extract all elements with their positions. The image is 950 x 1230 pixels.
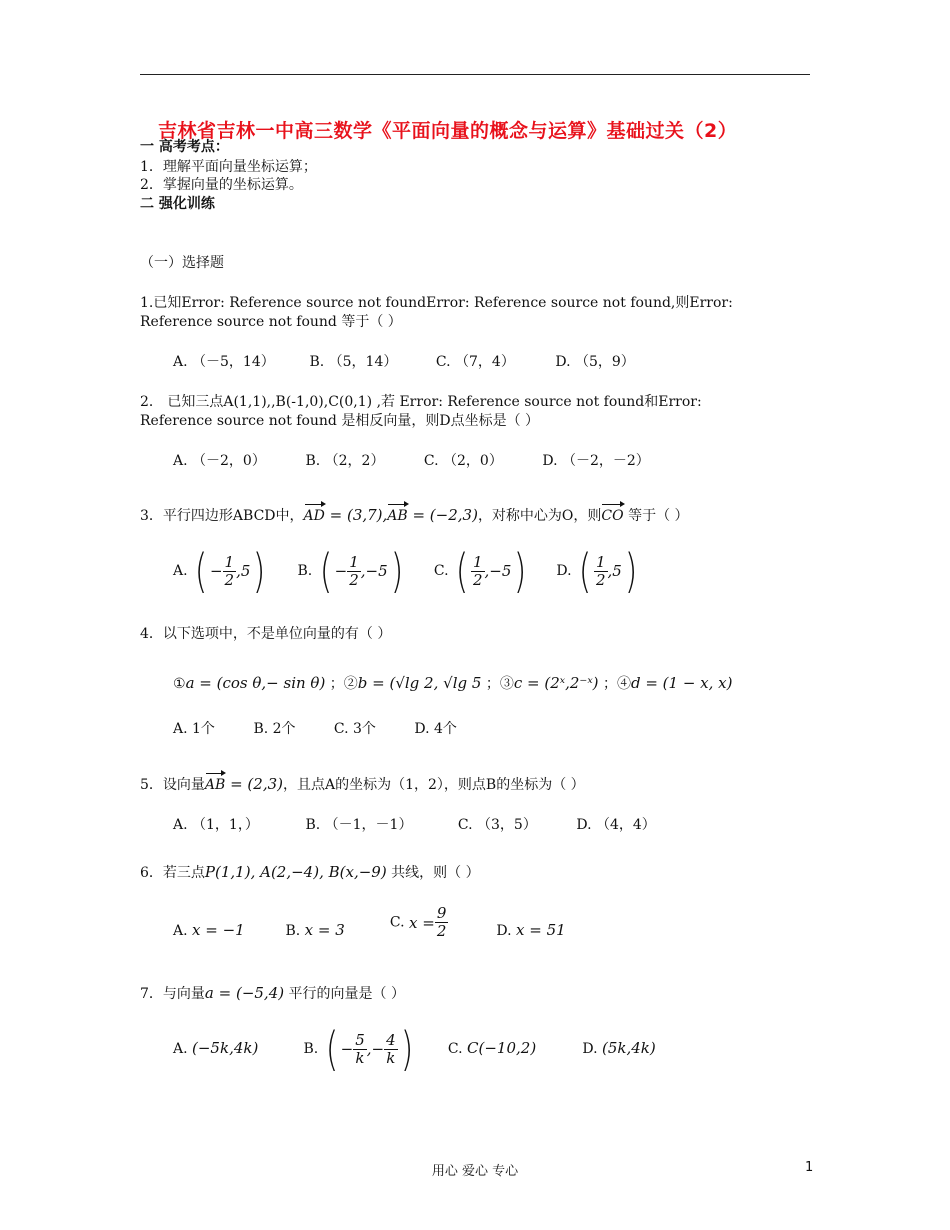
numerator: 1 bbox=[349, 552, 359, 571]
q6-option-c-fraction bbox=[435, 905, 449, 940]
q6-option-c-lhs: x = bbox=[409, 913, 435, 932]
page-footer: 用心 爱心 专心 bbox=[431, 1164, 519, 1179]
q1-option-d: D. （5，9） bbox=[555, 354, 635, 370]
q3-suffix: 等于（ ） bbox=[623, 508, 689, 524]
q3-eq1: = (3,7), bbox=[324, 506, 388, 524]
q4-items bbox=[173, 674, 732, 693]
q7-option-b-sign: − bbox=[340, 1040, 354, 1058]
q5-option-a: A. （1，1，） bbox=[173, 817, 259, 833]
q3-option-a: A. ( − $\frac{1}{2}$ ,5) bbox=[173, 544, 266, 598]
numerator: 9 bbox=[436, 904, 447, 922]
q3-option-a-rest: ,5 bbox=[236, 562, 251, 580]
q7-option-a bbox=[173, 1039, 299, 1058]
q5-suffix: ，且点A的坐标为（1，2），则点B的坐标为（ ） bbox=[283, 777, 585, 793]
q6-prefix: 6．若三点 bbox=[140, 865, 205, 881]
q5-stem bbox=[140, 775, 585, 794]
q2-option-c: C. （2，0） bbox=[423, 453, 503, 469]
q6-option-a bbox=[173, 921, 281, 940]
q6-option-a-value: x = −1 bbox=[192, 921, 245, 939]
q6-stem bbox=[140, 863, 480, 882]
q4-option-a: A. 1个 bbox=[173, 721, 215, 737]
section-1-heading: 一 高考考点： bbox=[140, 139, 229, 155]
q3-option-b-rest: ,−5 bbox=[360, 562, 388, 580]
q4-vector-b: b = (√lg 2, √lg 5 bbox=[357, 674, 482, 692]
denominator: 2 bbox=[349, 570, 359, 589]
numerator: 1 bbox=[224, 552, 235, 571]
q1-option-a: A. （－5，14） bbox=[173, 354, 275, 370]
q3-option-d: D. ( $\frac{1}{2}$ ,5) bbox=[556, 544, 638, 598]
q4-vector-d: d = (1 − x, x) bbox=[630, 674, 733, 692]
q2-option-d: D. （－2，－2） bbox=[542, 453, 650, 469]
q7-option-b-fraction-1 bbox=[353, 1032, 367, 1067]
q3-option-b-label: B. bbox=[297, 563, 313, 579]
q3-option-d-label: D. bbox=[556, 563, 572, 579]
q7-option-c-value: C(−10,2) bbox=[467, 1039, 537, 1057]
q7-option-d bbox=[582, 1039, 655, 1058]
q7-suffix: 平行的向量是（ ） bbox=[284, 986, 406, 1002]
denominator: 2 bbox=[224, 570, 235, 589]
circled-2: ；② bbox=[329, 676, 358, 692]
numerator: 4 bbox=[386, 1030, 396, 1049]
q6-option-d-label: D. bbox=[496, 923, 512, 939]
part-1-heading: （一）选择题 bbox=[140, 255, 224, 271]
section-2-heading: 二 强化训练 bbox=[140, 196, 215, 212]
q3-option-c: C. ( $\frac{1}{2}$ ,−5) bbox=[433, 544, 527, 598]
q7-option-d-label: D. bbox=[582, 1041, 598, 1057]
q3-option-b-fraction bbox=[347, 554, 361, 589]
objective-1: 1．理解平面向量坐标运算； bbox=[140, 159, 317, 175]
q4-option-c: C. 3个 bbox=[333, 721, 376, 737]
q6-option-c-label: C. bbox=[389, 914, 405, 931]
q4-option-b: B. 2个 bbox=[253, 721, 296, 737]
q2-line1: 2． 已知三点A(1,1),,B(-1,0),C(0,1) ,若 Error: Reference source not found和Error: bbox=[140, 394, 702, 410]
q3-eq2: = (−2,3) bbox=[407, 506, 478, 524]
document-title: 吉林省吉林一中高三数学《平面向量的概念与运算》基础过关（2） bbox=[158, 120, 738, 142]
q3-prefix: 3．平行四边形ABCD中， bbox=[140, 508, 304, 524]
header-rule bbox=[140, 74, 810, 75]
denominator: 2 bbox=[436, 922, 447, 940]
q4-vector-a: a = (cos θ,− sin θ) bbox=[185, 674, 326, 692]
numerator: 1 bbox=[595, 552, 606, 571]
q4-option-d: D. 4个 bbox=[414, 721, 457, 737]
q1-line1: 1.已知Error: Reference source not foundError: Reference source not found,则Error: bbox=[140, 295, 733, 311]
q7-vector: a = (−5,4) bbox=[204, 984, 285, 1002]
q3-option-b: B. ( − $\frac{1}{2}$ ,−5) bbox=[297, 544, 403, 598]
q3-options bbox=[173, 544, 640, 602]
q7-option-b-separator: ,− bbox=[366, 1040, 385, 1058]
q5-eq: = (2,3) bbox=[225, 775, 283, 793]
q4-vector-c: c = (2ˣ,2⁻ˣ) bbox=[513, 674, 599, 692]
q6-option-d-value: x = 51 bbox=[516, 921, 566, 939]
q6-option-c bbox=[390, 905, 492, 940]
q5-prefix: 5．设向量 bbox=[140, 777, 205, 793]
q7-option-c bbox=[448, 1039, 578, 1058]
q3-option-c-label: C. bbox=[433, 563, 449, 579]
q3-stem bbox=[140, 506, 689, 525]
q7-stem bbox=[140, 984, 405, 1003]
q6-option-b bbox=[285, 921, 385, 940]
q7-prefix: 7．与向量 bbox=[140, 986, 205, 1002]
denominator: 2 bbox=[472, 570, 483, 589]
circled-3: ；③ bbox=[485, 676, 514, 692]
q1-option-c: C. （7，4） bbox=[435, 354, 515, 370]
q3-option-b-sign: − bbox=[334, 562, 348, 580]
q5-option-b: B. （－1，－1） bbox=[305, 817, 413, 833]
q3-option-c-rest: ,−5 bbox=[484, 562, 512, 580]
page-number: 1 bbox=[805, 1160, 814, 1175]
vector-ad: AD bbox=[303, 508, 325, 524]
q7-option-c-label: C. bbox=[447, 1041, 463, 1057]
q6-suffix: 共线，则（ ） bbox=[386, 865, 480, 881]
q7-option-d-value: (5k,4k) bbox=[602, 1039, 656, 1057]
q1-options bbox=[173, 353, 635, 371]
q1-line2: Reference source not found 等于（ ） bbox=[140, 314, 402, 330]
q3-option-a-sign: − bbox=[209, 562, 223, 580]
denominator: k bbox=[386, 1048, 396, 1067]
q3-option-c-fraction bbox=[471, 554, 485, 589]
denominator: k bbox=[355, 1048, 365, 1067]
q2-options bbox=[173, 452, 650, 470]
circled-4: ；④ bbox=[602, 676, 631, 692]
q6-points: P(1,1), A(2,−4), B(x,−9) bbox=[204, 863, 387, 881]
q5-options bbox=[173, 816, 656, 834]
q7-option-a-value: (−5k,4k) bbox=[192, 1039, 259, 1057]
q7-option-a-label: A. bbox=[173, 1041, 188, 1057]
q6-options bbox=[173, 905, 566, 955]
circled-1: ① bbox=[173, 676, 186, 692]
q7-option-b-label: B. bbox=[303, 1041, 319, 1057]
q5-option-d: D. （4，4） bbox=[576, 817, 656, 833]
q5-option-c: C. （3，5） bbox=[457, 817, 537, 833]
q2-line2: Reference source not found 是相反向量，则D点坐标是（ ） bbox=[140, 413, 540, 429]
numerator: 1 bbox=[472, 552, 483, 571]
denominator: 2 bbox=[595, 570, 606, 589]
q7-options bbox=[173, 1022, 656, 1080]
q6-option-a-label: A. bbox=[173, 923, 188, 939]
q7-option-b: B. ( − $\frac{5}{k}$ ,− $\frac{4}{k}$ ) bbox=[303, 1022, 413, 1076]
q1-option-b: B. （5，14） bbox=[309, 354, 398, 370]
q7-option-b-fraction-2 bbox=[384, 1032, 398, 1067]
q6-option-b-value: x = 3 bbox=[304, 921, 345, 939]
q2-option-b: B. （2，2） bbox=[305, 453, 385, 469]
vector-ab: AB bbox=[204, 777, 226, 793]
q3-option-a-label: A. bbox=[173, 563, 188, 579]
q3-mid: ，对称中心为O，则 bbox=[477, 508, 602, 524]
q2-option-a: A. （－2，0） bbox=[173, 453, 266, 469]
vector-co: CO bbox=[601, 508, 624, 524]
q3-option-a-fraction bbox=[223, 554, 237, 589]
q6-option-d bbox=[496, 921, 565, 940]
vector-ab: AB bbox=[387, 508, 408, 524]
q4-options bbox=[173, 720, 457, 738]
q6-option-b-label: B. bbox=[285, 923, 301, 939]
q3-option-d-rest: ,5 bbox=[607, 562, 622, 580]
q4-stem: 4．以下选项中，不是单位向量的有（ ） bbox=[140, 626, 392, 642]
objective-2: 2．掌握向量的坐标运算。 bbox=[140, 177, 303, 193]
q3-option-d-fraction bbox=[594, 554, 608, 589]
numerator: 5 bbox=[355, 1030, 365, 1049]
